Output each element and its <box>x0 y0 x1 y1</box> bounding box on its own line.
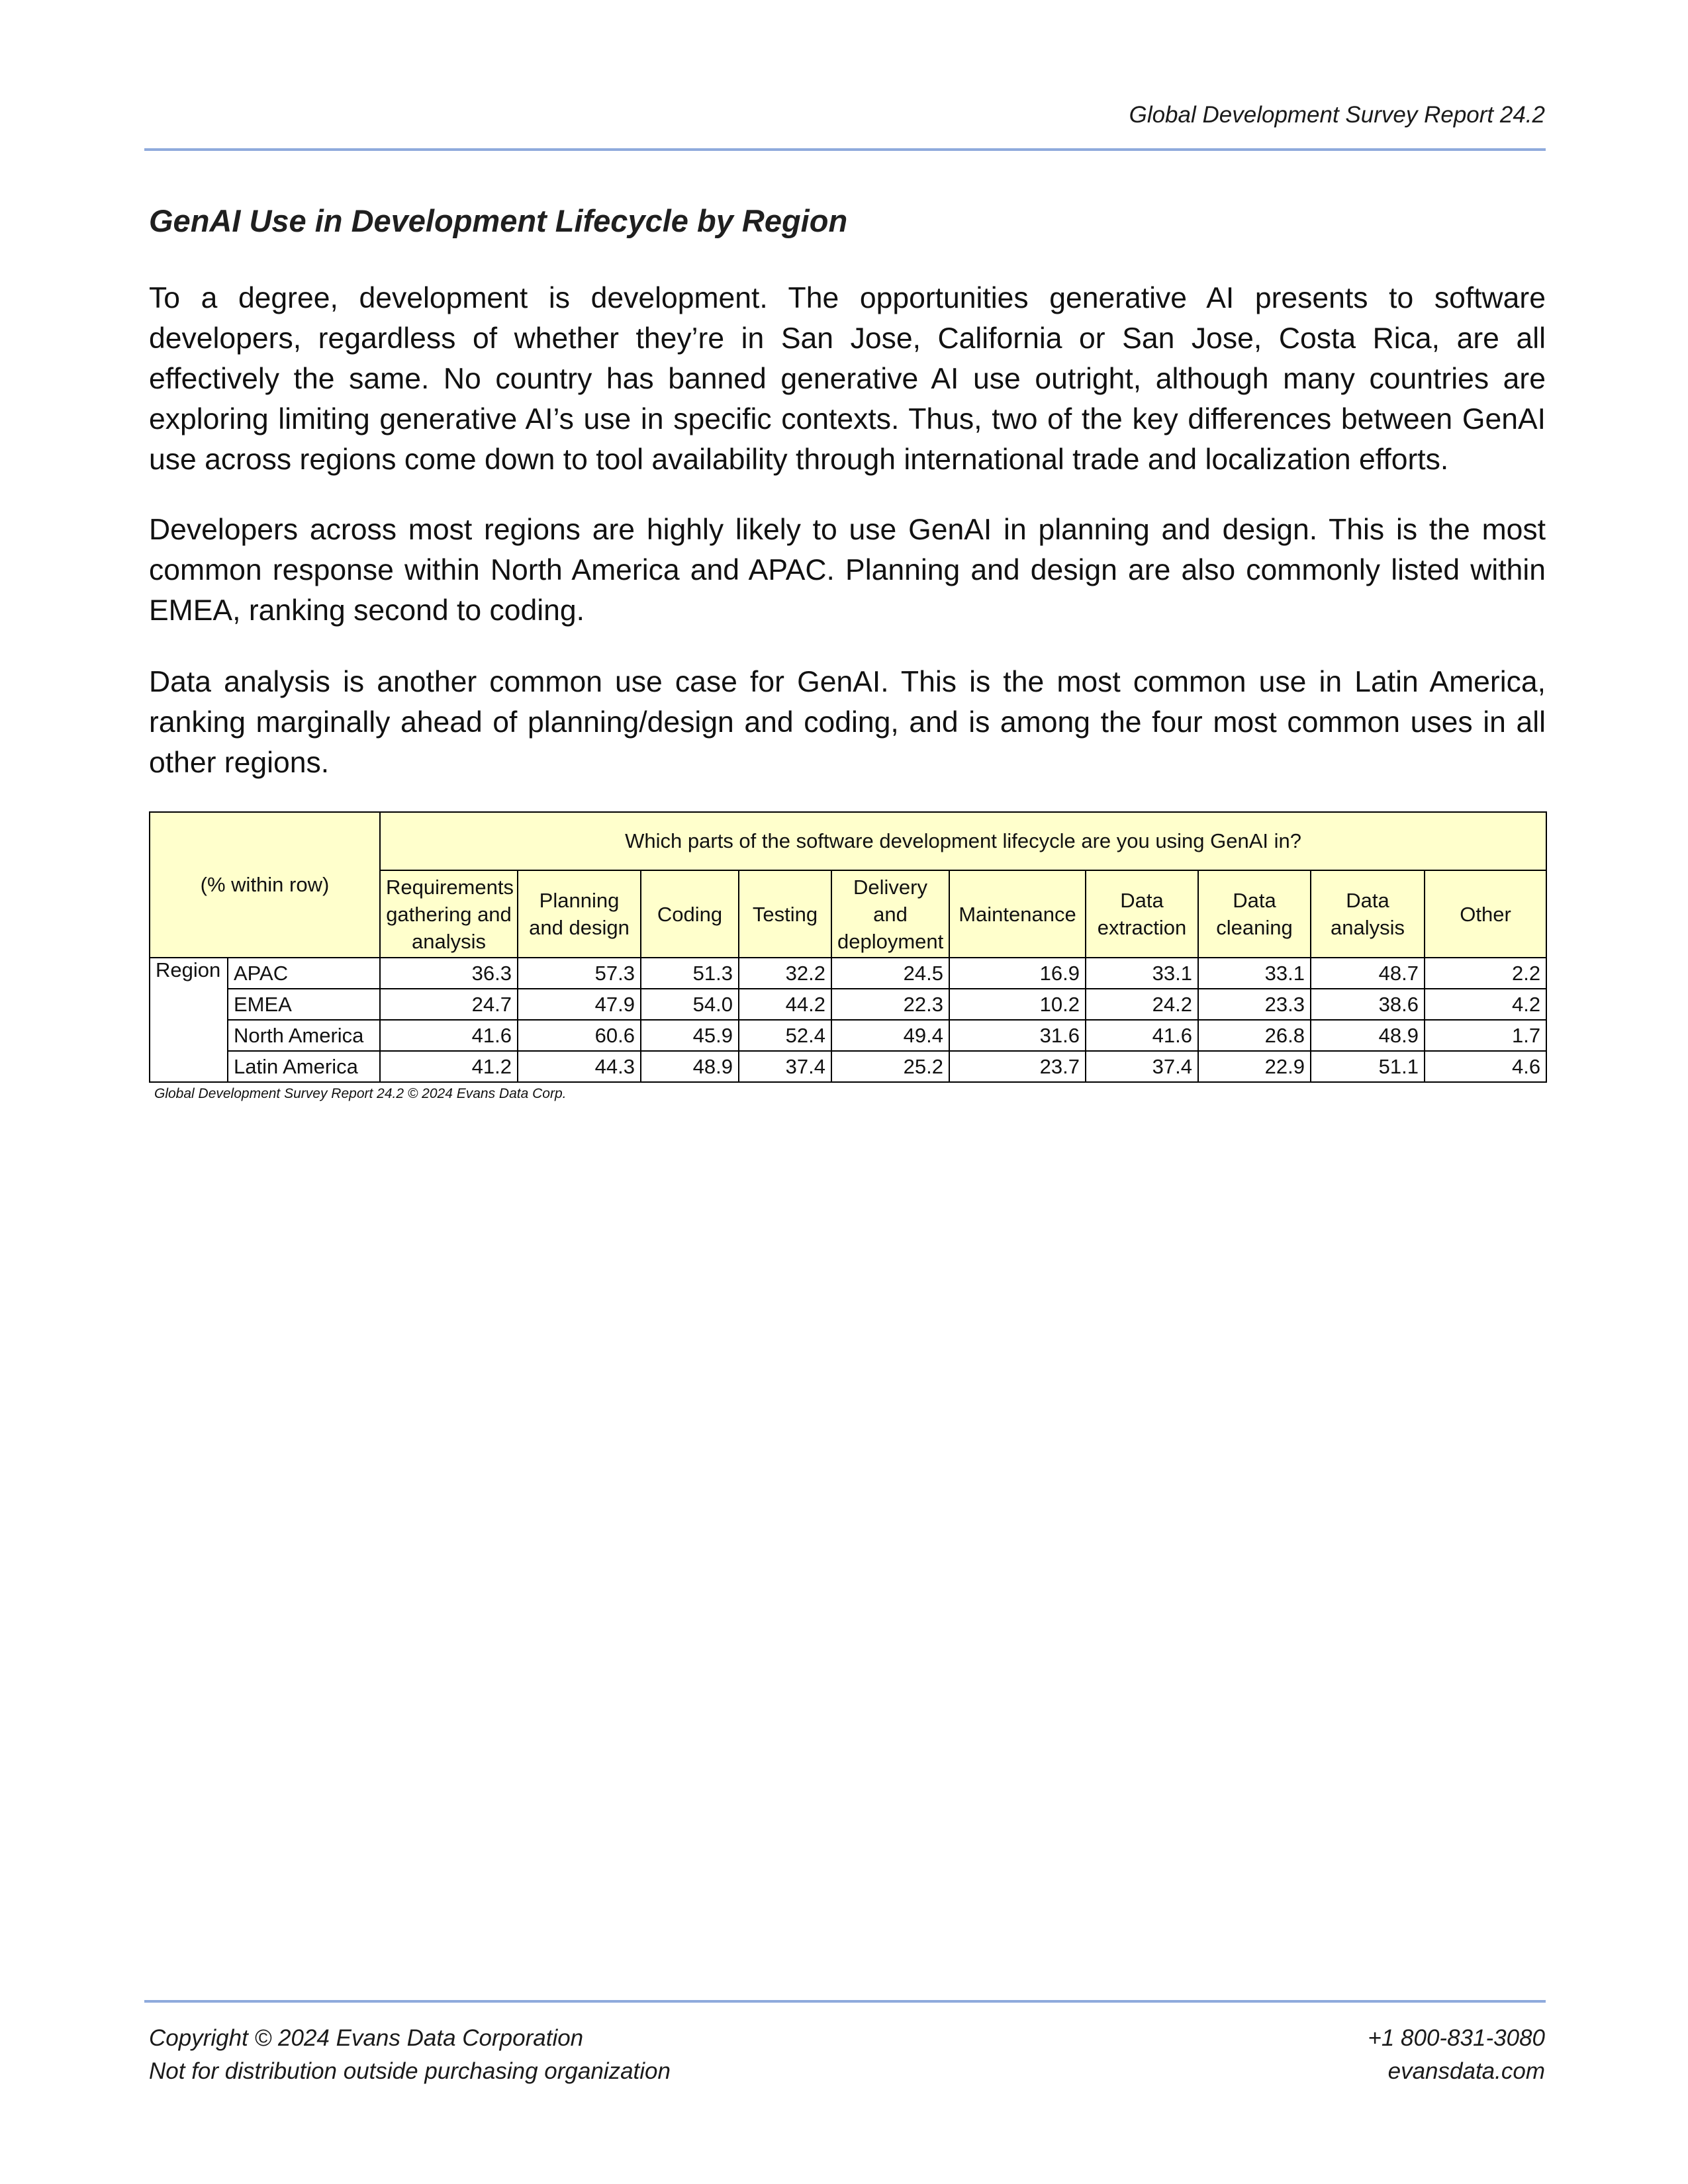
row-group-label: Region <box>150 958 228 1082</box>
table-cell: 32.2 <box>739 958 831 989</box>
table-cell: 24.5 <box>831 958 949 989</box>
table-row <box>150 1020 1546 1051</box>
table-cell: 1.7 <box>1425 1020 1546 1051</box>
table-cell: 37.4 <box>739 1051 831 1082</box>
table-cell: 60.6 <box>518 1020 641 1051</box>
table-cell: 36.3 <box>380 958 518 989</box>
table-cell: 47.9 <box>518 989 641 1020</box>
table-cell: 44.3 <box>518 1051 641 1082</box>
paragraph-2: Developers across most regions are highly likely to use GenAI in planning and design. This is the most common response within North America and APAC. Planning and design are also commonly listed within EMEA, ranking second to coding. <box>149 514 1546 627</box>
column-header: Requirements gathering and analysis <box>380 870 518 958</box>
table-cell: 31.6 <box>949 1020 1086 1051</box>
table-row <box>150 958 1546 989</box>
table-cell: 24.7 <box>380 989 518 1020</box>
table-cell: 54.0 <box>641 989 739 1020</box>
region-label: APAC <box>228 958 380 989</box>
table-row <box>150 1051 1546 1082</box>
column-header: Data analysis <box>1311 870 1425 958</box>
table-cell: 4.6 <box>1425 1051 1546 1082</box>
table-cell: 4.2 <box>1425 989 1546 1020</box>
footer-right <box>1368 2022 1545 2088</box>
table-cell: 48.7 <box>1311 958 1425 989</box>
table-cell: 33.1 <box>1198 958 1311 989</box>
column-header: Testing <box>739 870 831 958</box>
footer-copyright: Copyright © 2024 Evans Data Corporation <box>149 2025 584 2051</box>
table-cell: 45.9 <box>641 1020 739 1051</box>
header-rule <box>144 148 1546 151</box>
corner-label-cell <box>150 812 380 958</box>
table-cell: 25.2 <box>831 1051 949 1082</box>
footer-website: evansdata.com <box>1387 2058 1545 2084</box>
footer-rule <box>144 2000 1546 2003</box>
table-cell: 49.4 <box>831 1020 949 1051</box>
table-cell: 23.3 <box>1198 989 1311 1020</box>
footer-distribution: Not for distribution outside purchasing organization <box>149 2058 671 2084</box>
footer-left <box>149 2022 671 2088</box>
table-cell: 51.3 <box>641 958 739 989</box>
column-header: Planning and design <box>518 870 641 958</box>
table-cell: 23.7 <box>949 1051 1086 1082</box>
column-header: Data cleaning <box>1198 870 1311 958</box>
table-cell: 52.4 <box>739 1020 831 1051</box>
paragraph-3: Data analysis is another common use case for GenAI. This is the most common use in Latin America, ranking marginally ahead of planning/design and coding, and is among the four most common uses in all other regions. <box>149 666 1546 779</box>
table-cell: 2.2 <box>1425 958 1546 989</box>
table-cell: 41.6 <box>380 1020 518 1051</box>
region-label: EMEA <box>228 989 380 1020</box>
table-cell: 48.9 <box>1311 1020 1425 1051</box>
region-label: North America <box>228 1020 380 1051</box>
section-title: GenAI Use in Development Lifecycle by Region <box>149 203 848 238</box>
table-cell: 41.6 <box>1086 1020 1198 1051</box>
table-cell: 22.3 <box>831 989 949 1020</box>
table-cell: 57.3 <box>518 958 641 989</box>
table-cell: 37.4 <box>1086 1051 1198 1082</box>
table-cell: 24.2 <box>1086 989 1198 1020</box>
table-cell: 26.8 <box>1198 1020 1311 1051</box>
column-header: Coding <box>641 870 739 958</box>
genai-lifecycle-table <box>149 811 1547 1083</box>
table-cell: 16.9 <box>949 958 1086 989</box>
question-header: Which parts of the software development lifecycle are you using GenAI in? <box>380 812 1546 870</box>
column-header: Maintenance <box>949 870 1086 958</box>
paragraph-1: To a degree, development is development. The opportunities generative AI presents to software developers, regardless of whether they’re in San Jose, California or San Jose, Costa Rica, are all effectively the same. No country has banned generative AI use outright, although many countries are exploring limiting generative AI’s use in specific contexts. Thus, two of the key differences between GenAI use across regions come down to tool availability through international trade and localization efforts. <box>149 282 1546 476</box>
footer-phone: +1 800-831-3080 <box>1368 2025 1545 2051</box>
table-source-note: Global Development Survey Report 24.2 © 2024 Evans Data Corp. <box>154 1086 567 1101</box>
table-cell: 48.9 <box>641 1051 739 1082</box>
corner-label: (% within row) <box>200 873 330 896</box>
region-label: Latin America <box>228 1051 380 1082</box>
table-row <box>150 989 1546 1020</box>
table-cell: 38.6 <box>1311 989 1425 1020</box>
running-header: Global Development Survey Report 24.2 <box>1129 102 1545 128</box>
table-cell: 10.2 <box>949 989 1086 1020</box>
table-cell: 33.1 <box>1086 958 1198 989</box>
table-cell: 41.2 <box>380 1051 518 1082</box>
column-header: Delivery and deployment <box>831 870 949 958</box>
table-cell: 22.9 <box>1198 1051 1311 1082</box>
table-cell: 51.1 <box>1311 1051 1425 1082</box>
column-header: Data extraction <box>1086 870 1198 958</box>
column-header: Other <box>1425 870 1546 958</box>
table-cell: 44.2 <box>739 989 831 1020</box>
